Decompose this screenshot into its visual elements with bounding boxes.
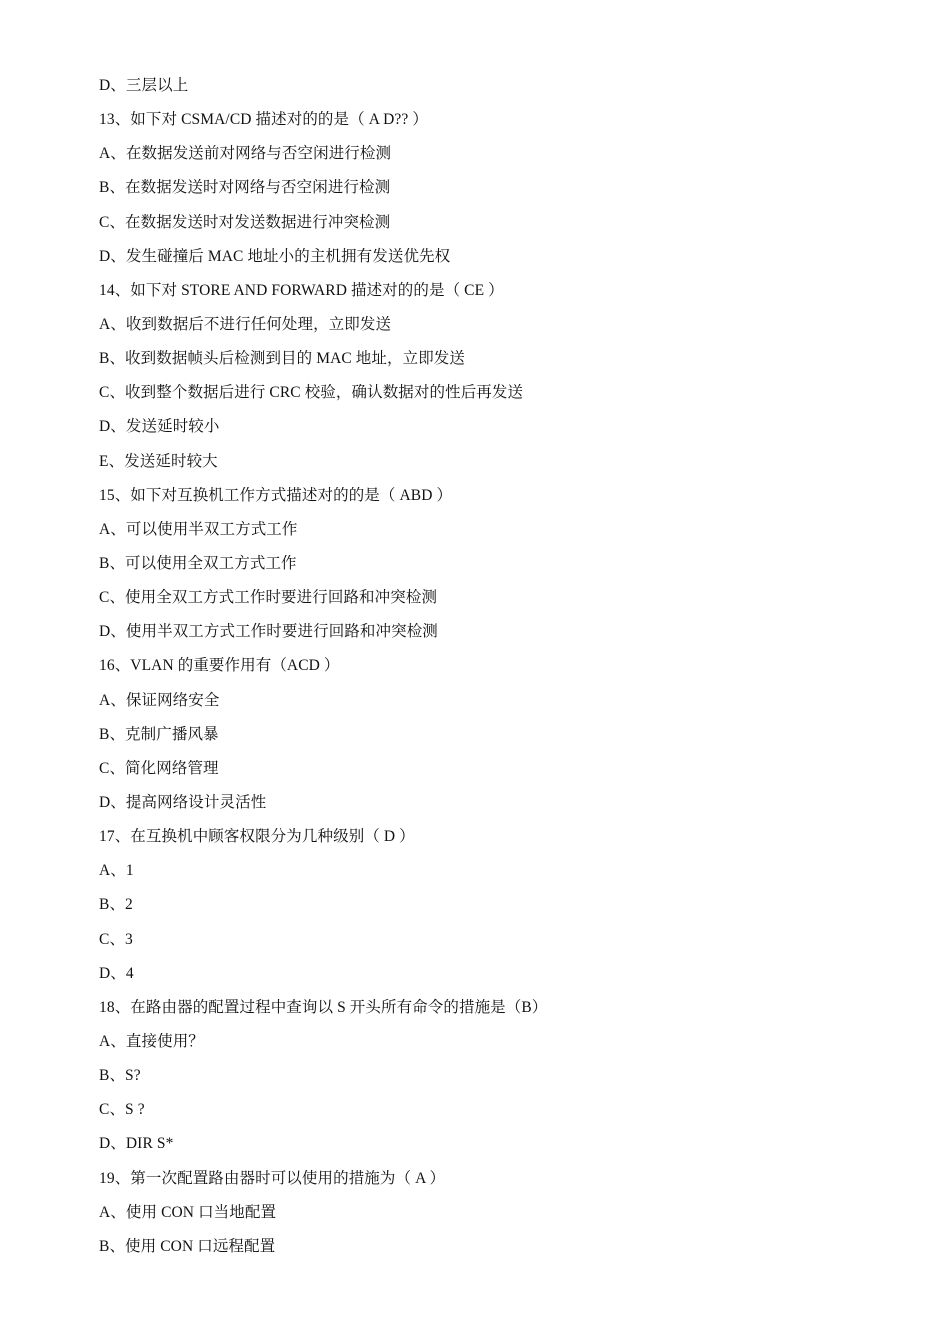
option-line: C、3 (99, 930, 133, 948)
option-line: A、使用 CON 口当地配置 (99, 1203, 277, 1221)
option-line: C、简化网络管理 (99, 759, 219, 777)
option-line: D、4 (99, 964, 134, 982)
question-line: 13、如下对 CSMA/CD 描述对的的是（ A D?? ） (99, 111, 428, 129)
option-line: D、发送延时较小 (99, 418, 220, 436)
question-line: 19、第一次配置路由器时可以使用的措施为（ A ） (99, 1169, 446, 1187)
option-line: A、可以使用半双工方式工作 (99, 520, 298, 538)
option-line: B、可以使用全双工方式工作 (99, 554, 297, 572)
option-line: B、使用 CON 口远程配置 (99, 1237, 276, 1255)
document-body (99, 75, 879, 1270)
option-line: A、保证网络安全 (99, 691, 220, 709)
option-line: A、在数据发送前对网络与否空闲进行检测 (99, 145, 392, 163)
option-line: D、发生碰撞后 MAC 地址小的主机拥有发送优先权 (99, 247, 451, 265)
question-line: 18、在路由器的配置过程中查询以 S 开头所有命令的措施是（B） (99, 998, 548, 1016)
question-line: 15、如下对互换机工作方式描述对的的是（ ABD ） (99, 486, 453, 504)
option-line: E、发送延时较大 (99, 452, 218, 470)
option-line: D、提高网络设计灵活性 (99, 793, 267, 811)
option-line: D、三层以上 (99, 77, 189, 94)
option-line: C、使用全双工方式工作时要进行回路和冲突检测 (99, 589, 438, 607)
question-line: 16、VLAN 的重要作用有（ACD ） (99, 657, 340, 675)
option-line: D、DIR S* (99, 1135, 174, 1153)
option-line: D、使用半双工方式工作时要进行回路和冲突检测 (99, 623, 438, 641)
option-line: C、在数据发送时对发送数据进行冲突检测 (99, 213, 391, 231)
option-line: B、在数据发送时对网络与否空闲进行检测 (99, 179, 391, 197)
question-line: 17、在互换机中顾客权限分为几种级别（ D ） (99, 828, 415, 846)
option-line: B、2 (99, 896, 133, 914)
option-line: B、收到数据帧头后检测到目的 MAC 地址，立即发送 (99, 350, 466, 368)
option-line: B、S? (99, 1067, 141, 1085)
option-line: B、克制广播风暴 (99, 725, 219, 743)
option-line: A、1 (99, 862, 134, 880)
option-line: C、收到整个数据后进行 CRC 校验，确认数据对的性后再发送 (99, 384, 524, 402)
option-line: C、S ? (99, 1101, 145, 1119)
option-line: A、直接使用？ (99, 1032, 204, 1050)
option-line: A、收到数据后不进行任何处理，立即发送 (99, 315, 392, 333)
question-line: 14、如下对 STORE AND FORWARD 描述对的的是（ CE ） (99, 281, 504, 299)
